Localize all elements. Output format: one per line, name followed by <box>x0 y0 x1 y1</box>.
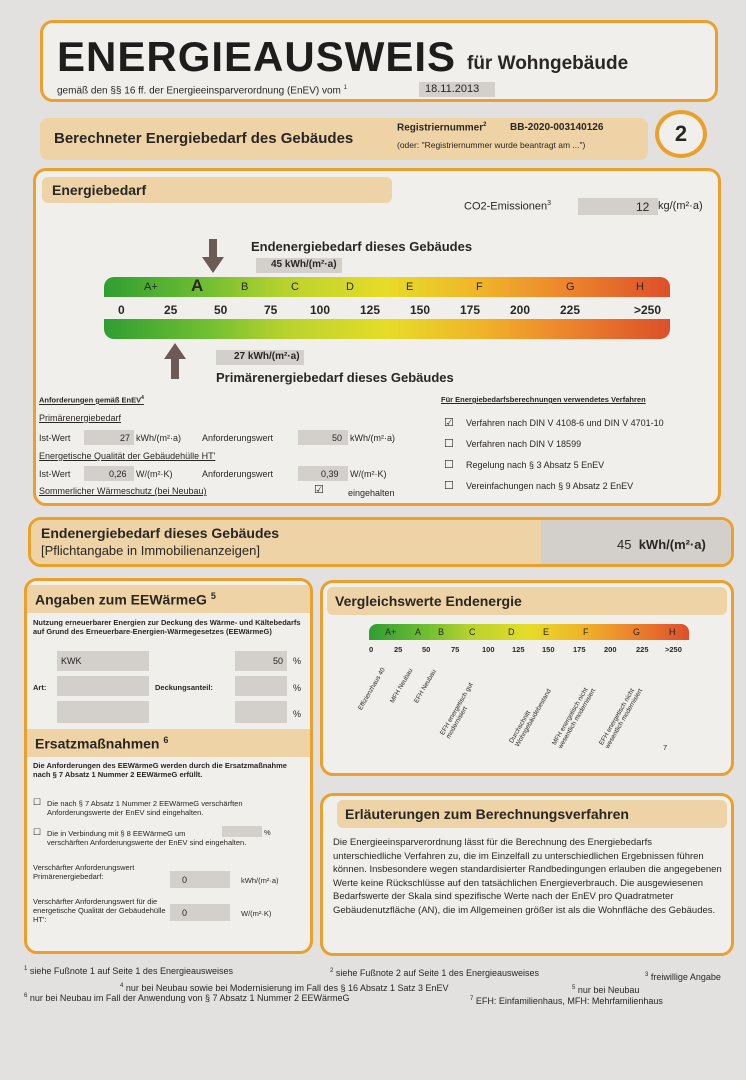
summer-label: Sommerlicher Wärmeschutz (bei Neubau) <box>39 486 207 496</box>
ersatz-f2-label: Verschärfter Anforderungswert für die energetische Qualität der Gebäudehülle HT': <box>33 897 166 924</box>
vgl-tick-50: 50 <box>422 645 431 654</box>
footnote-4: $^4$ nur bei Neubau sowie bei Modernisierung im Fall des § 16 Absatz 1 Satz 3 EnEV <box>120 983 449 993</box>
ist-label: Ist-Wert <box>39 433 71 443</box>
vgl-label-efh-nicht: EFH energetisch nicht wesentlich modernisiert <box>598 687 645 750</box>
main-scale-bottom <box>104 319 670 339</box>
registration-note: (oder: "Registriernummer wurde beantragt am ...") <box>397 140 586 150</box>
vgl-tick-175: 175 <box>573 645 586 654</box>
main-scale-class-g: G <box>566 281 575 293</box>
document-subtitle: gemäß den §§ 16 ff. der Energieeinsparverordnung (EnEV) vom $^1$ <box>57 85 347 97</box>
vgl-tick-100: 100 <box>482 645 495 654</box>
endenergie-value: 45 kWh/(m²·a) <box>617 537 706 552</box>
pct-1: % <box>293 656 302 666</box>
main-scale-class-f: F <box>476 281 483 293</box>
main-tick-250: >250 <box>634 303 662 317</box>
deck-label: Deckungsanteil: <box>155 683 213 692</box>
vgl-tick-225: 225 <box>636 645 649 654</box>
anf-unit: kWh/(m²·a) <box>350 433 395 443</box>
ersatz-f2-field <box>170 904 230 921</box>
pct-2: % <box>293 683 302 693</box>
vgl-label-efh-gut: EFH energetisch gut modernisiert <box>439 681 475 740</box>
vgl-class-h: H <box>669 627 676 637</box>
ersatz-check-1[interactable]: ☐ <box>33 797 42 807</box>
eewaerme-desc: Nutzung erneuerbarer Energien zur Deckung des Wärme- und Kältebedarfs auf Grund des Erneuerbare-Energien-Wärmegesetzes (EEWärmeG) <box>33 618 301 636</box>
erlaeuterung-text: Die Energieeinsparverordnung lässt für die Berechnung des Energiebedarfs unterschiedliche Verfahren zu, die im Einzelfall zu unterschiedlichen Ergebnissen führen können. Insbesondere wegen standardisierter Randbedingungen erlauben die angegebenen Werte keine Rückschlüsse auf den tatsächlichen Energieverbrauch. Die ausgewiesenen Bedarfswerte der Skala sind spezifische Werte nach der EnEV pro Quadratmeter Gebäudenutzfläche (AN), die im Allgemeinen größer ist als die Wohnfläche des Gebäudes. <box>333 837 722 916</box>
anf2-unit: W/(m²·K) <box>350 469 387 479</box>
art-value-1: KWK <box>61 656 82 666</box>
vgl-label-mfh-nicht: MFH energetisch nicht wesentlich modernisiert <box>551 686 598 750</box>
energiebedarf-title: Energiebedarf <box>42 177 392 203</box>
section-bar <box>40 118 648 160</box>
method-label-2: Verfahren nach DIN V 18599 <box>466 439 582 449</box>
method-label-3: Regelung nach § 3 Absatz 5 EnEV <box>466 460 605 470</box>
method-label-4: Vereinfachungen nach § 9 Absatz 2 EnEV <box>466 481 634 491</box>
vgl-label-durchschnitt: Durchschnitt Wohngebäudebestand <box>508 687 553 748</box>
co2-label: CO2-Emissionen$^3$ <box>464 200 552 213</box>
ersatz-opt2-field <box>222 826 262 837</box>
ersatz-desc: Die Anforderungen des EEWärmeG werden durch die Ersatzmaßnahme nach § 7 Absatz 1 Nummer 2 EEWärmeG erfüllt. <box>33 761 287 779</box>
main-scale-class-c: C <box>291 281 299 293</box>
end-value: 45 kWh/(m²·a) <box>271 259 337 270</box>
main-tick-125: 125 <box>360 303 381 317</box>
main-scale-class-a: A <box>191 276 204 295</box>
deck-value-1: 50 <box>273 656 284 666</box>
ersatz-opt2-pct: % <box>264 828 271 837</box>
vgl-tick-25: 25 <box>394 645 403 654</box>
endenergie-box <box>28 517 734 567</box>
vgl-label-mfh-neubau: MFH Neubau <box>389 667 415 705</box>
method-check-3[interactable]: ☐ <box>444 459 454 471</box>
main-scale-class-h: H <box>636 281 644 293</box>
vgl-class-g: G <box>633 627 641 637</box>
main-tick-200: 200 <box>510 303 531 317</box>
ersatz-opt2a: Die in Verbindung mit § 8 EEWärmeG um <box>47 829 186 838</box>
vergleich-title: Vergleichswerte Endenergie <box>327 587 727 615</box>
vgl-tick-125: 125 <box>512 645 525 654</box>
document-title-suffix: für Wohngebäude <box>467 53 629 74</box>
vgl-class-c: C <box>469 627 476 637</box>
ersatz-f1-value: 0 <box>182 875 188 885</box>
endenergie-title: Endenergiebedarf dieses Gebäudes <box>41 525 280 541</box>
ist-unit: kWh/(m²·a) <box>136 433 181 443</box>
footnote-1: $^1$ siehe Fußnote 1 auf Seite 1 des Energieausweises <box>24 966 233 976</box>
co2-unit: kg/(m²·a) <box>658 200 703 212</box>
req-title: Anforderungen gemäß EnEV$^4$ <box>39 395 144 405</box>
prim-req-title: Primärenergiebedarf <box>39 413 122 423</box>
summer-checkbox[interactable]: ☑ <box>314 484 324 496</box>
anf-value: 50 <box>332 433 343 443</box>
method-title: Für Energiebedarfsberechnungen verwendetes Verfahren <box>441 395 646 404</box>
energiebedarf-box <box>33 168 721 506</box>
issue-date: 18.11.2013 <box>419 82 495 97</box>
footnote-7: $^7$ EFH: Einfamilienhaus, MFH: Mehrfamilienhaus <box>470 996 663 1006</box>
vgl-label-efh-neubau: EFH Neubau <box>413 668 438 705</box>
main-scale-top <box>104 277 670 297</box>
page-number: 2 <box>674 121 688 146</box>
end-label: Endenergiebedarf dieses Gebäudes <box>251 239 473 254</box>
prim-value: 27 kWh/(m²·a) <box>234 351 300 362</box>
ersatz-check-2[interactable]: ☐ <box>33 827 42 837</box>
page-number-badge <box>655 110 707 158</box>
pct-3: % <box>293 709 302 719</box>
footnote-6: $^6$ nur bei Neubau im Fall der Anwendung von § 7 Absatz 1 Nummer 2 EEWärmeG <box>24 993 350 1003</box>
ersatz-f2-value: 0 <box>182 908 188 918</box>
ist2-label: Ist-Wert <box>39 469 71 479</box>
anf-label: Anforderungswert <box>202 433 274 443</box>
footnote-3: $^3$ freiwillige Angabe <box>645 972 721 982</box>
main-tick-0: 0 <box>118 303 125 317</box>
main-tick-25: 25 <box>164 303 178 317</box>
ersatz-opt1: Die nach § 7 Absatz 1 Nummer 2 EEWärmeG verschärften Anforderungswerte der EnEV sind eingehalten. <box>47 799 243 817</box>
anf2-value: 0,39 <box>321 469 339 479</box>
erlaeuterung-title: Erläuterungen zum Berechnungsverfahren <box>337 800 727 828</box>
ist2-unit: W/(m²·K) <box>136 469 173 479</box>
main-tick-225: 225 <box>560 303 581 317</box>
vgl-label-effizienzhaus: Effizienzhaus 40 <box>357 666 387 712</box>
vergleich-box <box>320 580 734 776</box>
vgl-tick-0: 0 <box>369 645 374 654</box>
vgl-class-e: E <box>543 627 550 637</box>
main-tick-100: 100 <box>310 303 331 317</box>
method-check-4[interactable]: ☐ <box>444 480 454 492</box>
vgl-tick-250: >250 <box>665 645 682 654</box>
section-title: Berechneter Energiebedarf des Gebäudes <box>54 130 354 147</box>
art-field-2 <box>57 676 149 696</box>
eewaerme-box <box>24 578 313 954</box>
ersatz-f1-label: Verschärfter Anforderungswert Primärenergiebedarf: <box>33 863 135 881</box>
vgl-tick-75: 75 <box>451 645 460 654</box>
deck-field-2 <box>235 676 287 696</box>
main-tick-150: 150 <box>410 303 431 317</box>
ist-value: 27 <box>120 433 131 443</box>
art-label: Art: <box>33 683 47 692</box>
ersatz-opt2b: verschärften Anforderungswerte der EnEV sind eingehalten. <box>47 838 247 847</box>
vgl-class-aplus: A+ <box>385 627 397 637</box>
ersatz-f2-unit: W/(m²·K) <box>241 909 272 918</box>
vgl-class-f: F <box>583 627 589 637</box>
ersatz-title: Ersatzmaßnahmen $^6$ <box>27 729 310 757</box>
footnote-5: $^5$ nur bei Neubau <box>572 985 640 995</box>
method-label-1: Verfahren nach DIN V 4108-6 und DIN V 4701-10 <box>466 418 664 428</box>
vgl-tick-200: 200 <box>604 645 617 654</box>
ersatz-f1-field <box>170 871 230 888</box>
vgl-class-d: D <box>508 627 515 637</box>
registration-label: Registriernummer$^2$ <box>397 122 487 134</box>
title-box <box>40 20 718 102</box>
endenergie-subtitle: [Pflichtangabe in Immobilienanzeigen] <box>41 543 260 558</box>
registration-number: BB-2020-003140126 <box>510 122 604 133</box>
end-arrow-icon <box>202 239 224 273</box>
main-tick-50: 50 <box>214 303 228 317</box>
vgl-class-a: A <box>415 627 422 637</box>
art-field-3 <box>57 701 149 723</box>
ht-title: Energetische Qualität der Gebäudehülle HT' <box>39 451 216 461</box>
main-scale-class-e: E <box>406 281 414 293</box>
main-scale-class-d: D <box>346 281 354 293</box>
prim-label: Primärenergiebedarf dieses Gebäudes <box>216 370 454 385</box>
main-tick-75: 75 <box>264 303 278 317</box>
vgl-tick-150: 150 <box>542 645 555 654</box>
main-scale-class-aplus: A+ <box>144 281 158 293</box>
ersatz-f1-unit: kWh/(m²·a) <box>241 876 279 885</box>
vgl-class-b: B <box>438 627 445 637</box>
main-tick-175: 175 <box>460 303 481 317</box>
co2-value: 12 <box>636 200 650 214</box>
erlaeuterung-box <box>320 793 734 956</box>
eewaerme-title: Angaben zum EEWärmeG $^5$ <box>27 585 310 613</box>
anf2-label: Anforderungswert <box>202 469 274 479</box>
deck-field-3 <box>235 701 287 723</box>
main-scale-class-b: B <box>241 281 249 293</box>
method-check-2[interactable]: ☐ <box>444 438 454 450</box>
prim-arrow-icon <box>164 343 186 379</box>
document-title: ENERGIEAUSWEIS <box>57 33 457 80</box>
vgl-footnote-ref: 7 <box>663 743 668 752</box>
ist2-value: 0,26 <box>109 469 127 479</box>
summer-state: eingehalten <box>348 488 395 498</box>
footnote-2: $^2$ siehe Fußnote 2 auf Seite 1 des Energieausweises <box>330 968 539 978</box>
method-check-1[interactable]: ☑ <box>444 417 454 429</box>
